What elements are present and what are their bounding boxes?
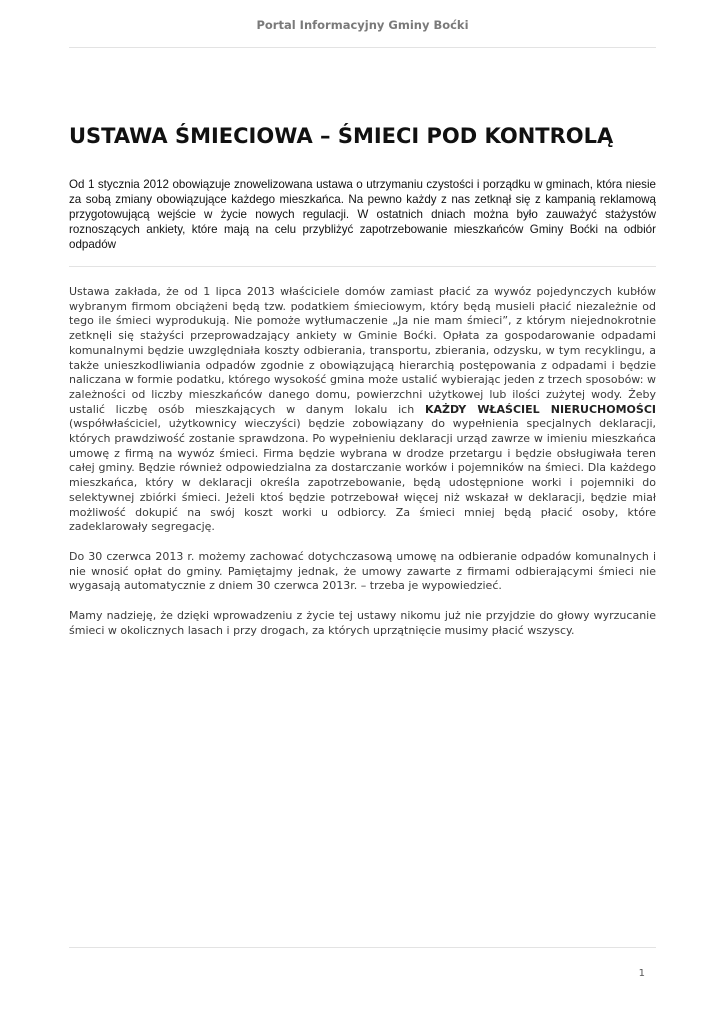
footer-divider (69, 947, 656, 948)
page-number: 1 (638, 968, 645, 979)
header-divider (69, 47, 656, 48)
body-paragraph-1 (69, 285, 656, 535)
lead-divider (69, 266, 656, 267)
site-header-title: Portal Informacyjny Gminy Boćki (256, 18, 469, 32)
body-paragraph-3: Mamy nadzieję, że dzięki wprowadzeniu z życie tej ustawy nikomu już nie przyjdzie do głowy wyrzucanie śmieci w okolicznych lasach i przy drogach, za których uprzątnięcie musimy płacić wszyscy. (69, 609, 656, 637)
article-title: USTAWA ŚMIECIOWA – ŚMIECI POD KONTROLĄ (69, 124, 614, 148)
body-paragraph-1-text-b: (współwłaściciel, użytkownicy wieczyści) będzie zobowiązany do wypełnienia specjalnych deklaracji, których prawdziwość zostanie sprawdzona. Po wypełnieniu deklaracji urząd zawrze w imieniu mieszkańca umowę z firmą na wywóz śmieci. Firma będzie wybrana w drodze przetargu i będzie obsługiwała teren całej gminy. Będzie również odpowiedzialna za dostarczanie worków i pojemników na śmieci. Dla każdego mieszkańca, który w deklaracji określa zapotrzebowanie, będą udostępnione worki i pojemniki do selektywnej zbiórki śmieci. Jeżeli ktoś będzie potrzebował więcej niż wskazał w deklaracji, będzie miał możliwość dokupić na swój koszt worki u odbiorcy. Za śmieci mniej będą płacić osoby, które zadeklarowały segregację. (69, 417, 656, 534)
article-body (69, 285, 656, 653)
article-lead: Od 1 stycznia 2012 obowiązuje znowelizowana ustawa o utrzymaniu czystości i porządku w gminach, która niesie za sobą zmiany obowiązujące każdego mieszkańca. Na pewno każdy z nas zetknął się z kampanią reklamową przygotowującą wejście w życie nowych regulacji. W ostatnich dniach można było zauważyć stażystów roznoszących ankiety, które mają na celu przybliżyć zapotrzebowanie mieszkańców Gminy Boćki na odbiór odpadów (69, 178, 656, 251)
body-paragraph-1-emphasis: KAŻDY WŁAŚCIEL NIERUCHOMOŚCI (424, 402, 656, 416)
body-paragraph-1-text-a: Ustawa zakłada, że od 1 lipca 2013 właściciele domów zamiast płacić za wywóz pojedynczych kubłów wybranym firmom obciążeni będą tzw. podatkiem śmieciowym, który będą musieli płacić niezależnie od tego ile śmieci wyprodukują. Nie pomoże wytłumaczenie „Ja nie mam śmieci”, z którym niejednokrotnie zetknęli się stażyści przeprowadzający ankiety w Gminie Boćki. Opłata za gospodarowanie odpadami komunalnymi będzie uwzględniała koszty odbierania, transportu, zbierania, odzysku, w tym recyklingu, a także unieszkodliwiania odpadów zgodnie z obowiązującą hierarchią postępowania z odpadami i będzie naliczana w formie podatku, którego wysokość gmina może ustalić wybierając jeden z trzech sposobów: w zależności od liczby mieszkańców danego domu, powierzchni użytkowej lub ilości zużytej wody. Żeby ustalić liczbę osób mieszkających w danym lokalu ich (69, 285, 656, 416)
body-paragraph-2: Do 30 czerwca 2013 r. możemy zachować dotychczasową umowę na odbieranie odpadów komunalnych i nie wnosić opłat do gminy. Pamiętajmy jednak, że umowy zawarte z firmami odbierającymi śmieci nie wygasają automatycznie z dniem 30 czerwca 2013r. – trzeba je wypowiedzieć. (69, 549, 656, 593)
